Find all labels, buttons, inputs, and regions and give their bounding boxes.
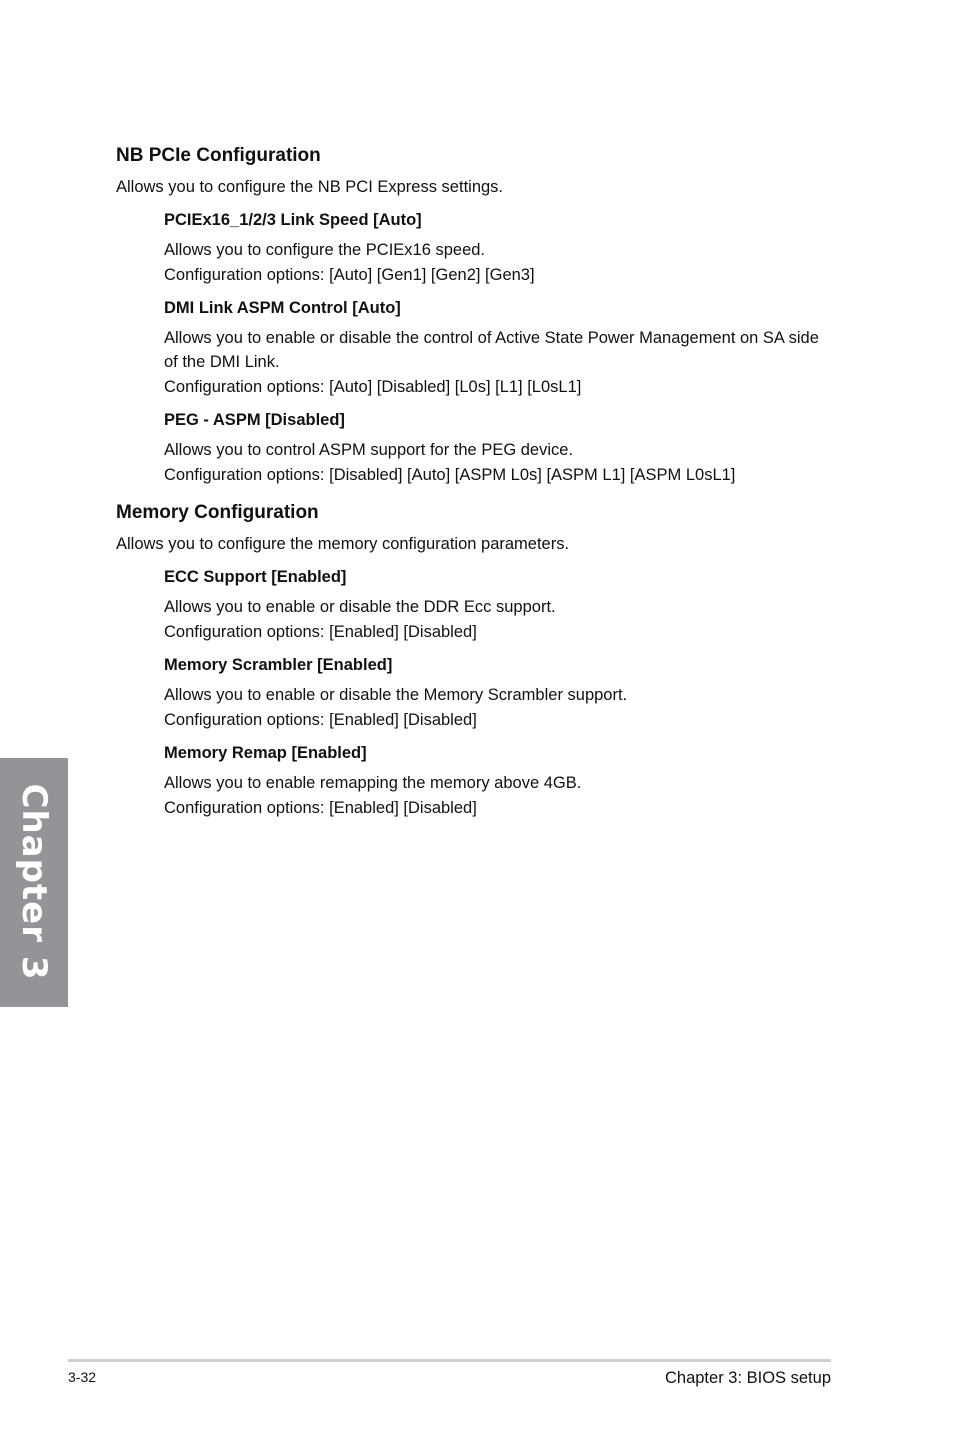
item-peg-aspm: [164, 408, 836, 487]
item-memory-scrambler: [164, 653, 836, 732]
item-title: PCIEx16_1/2/3 Link Speed [Auto]: [164, 211, 422, 229]
section-description: Allows you to configure the memory configuration parameters.: [116, 535, 570, 553]
item-memory-remap: [164, 741, 836, 820]
item-options: Configuration options: [Enabled] [Disabled]: [164, 623, 477, 641]
item-options: Configuration options: [Enabled] [Disabled]: [164, 799, 477, 817]
item-description: Allows you to enable or disable the control of Active State Power Management on SA side of the DMI Link.: [164, 329, 819, 371]
item-options: Configuration options: [Auto] [Disabled] [L0s] [L1] [L0sL1]: [164, 378, 582, 396]
item-description: Allows you to enable or disable the Memory Scrambler support.: [164, 686, 628, 704]
item-title: ECC Support [Enabled]: [164, 568, 347, 586]
section-description: Allows you to configure the NB PCI Express settings.: [116, 178, 504, 196]
item-description: Allows you to enable or disable the DDR Ecc support.: [164, 598, 556, 616]
item-options: Configuration options: [Enabled] [Disabled]: [164, 711, 477, 729]
item-options: Configuration options: [Auto] [Gen1] [Gen2] [Gen3]: [164, 266, 535, 284]
item-description: Allows you to configure the PCIEx16 speed.: [164, 241, 486, 259]
footer-chapter-title: Chapter 3: BIOS setup: [664, 1369, 831, 1387]
item-description: Allows you to enable remapping the memory above 4GB.: [164, 774, 582, 792]
chapter-tab-label: Chapter 3: [14, 783, 54, 981]
section-memory-configuration: [116, 500, 836, 820]
page-number: 3-32: [68, 1369, 97, 1385]
item-options: Configuration options: [Disabled] [Auto] [ASPM L0s] [ASPM L1] [ASPM L0sL1]: [164, 466, 736, 484]
item-title: DMI Link ASPM Control [Auto]: [164, 299, 401, 317]
page-content: [116, 143, 836, 820]
item-title: PEG - ASPM [Disabled]: [164, 411, 345, 429]
item-ecc-support: [164, 565, 836, 644]
chapter-tab: [0, 758, 68, 1007]
footer-divider: [68, 1359, 831, 1362]
item-title: Memory Scrambler [Enabled]: [164, 656, 393, 674]
section-title: NB PCIe Configuration: [116, 145, 321, 166]
item-dmi-link-aspm-control: [164, 296, 836, 399]
section-title: Memory Configuration: [116, 502, 319, 523]
item-description: Allows you to control ASPM support for the PEG device.: [164, 441, 574, 459]
item-pciex16-link-speed: [164, 208, 836, 287]
section-nb-pcie-configuration: [116, 143, 836, 487]
item-title: Memory Remap [Enabled]: [164, 744, 367, 762]
